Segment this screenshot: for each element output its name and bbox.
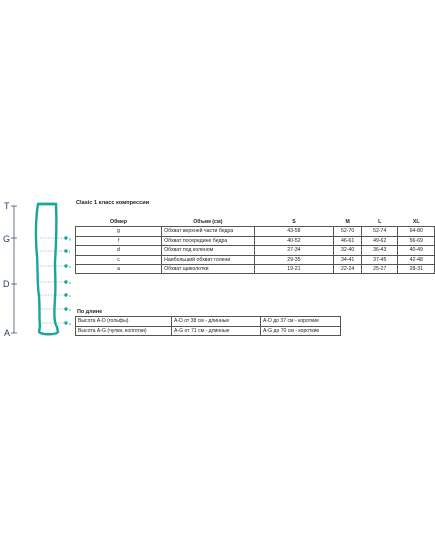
cell-code: c — [76, 255, 162, 264]
leg-measurement-diagram — [0, 196, 80, 341]
header-l: L — [361, 218, 398, 227]
point-label-e: e — [69, 265, 71, 269]
cell-desc: Обхват посередине бедра — [162, 236, 255, 245]
point-label-c: c — [69, 294, 71, 298]
header-s: S — [254, 218, 334, 227]
cell-xl: 40-49 — [398, 246, 435, 255]
length-table-title: По длине — [77, 309, 103, 315]
point-label-a: a — [69, 322, 71, 326]
size-table — [75, 218, 435, 274]
cell-m: 32-40 — [334, 246, 362, 255]
length-long: A-D от 38 см - длинные — [172, 317, 261, 327]
cell-code: g — [76, 227, 162, 236]
size-table-title: Clasic 1 класс компрессии — [76, 200, 150, 206]
header-volume: Объем (см) — [162, 218, 255, 227]
cell-desc: Обхват верхней части бедра — [162, 227, 255, 236]
cell-desc: Обхват щиколотки — [162, 265, 255, 274]
table-row — [76, 317, 341, 327]
length-short: A-G до 70 см - короткие — [261, 326, 341, 336]
cell-desc: Обхват под коленом — [162, 246, 255, 255]
length-short: A-D до 37 см - короткие — [261, 317, 341, 327]
point-label-b: b — [69, 308, 71, 312]
cell-l: 52-74 — [361, 227, 398, 236]
cell-xl: 42-48 — [398, 255, 435, 264]
table-row — [76, 265, 435, 274]
cell-code: a — [76, 265, 162, 274]
length-long: A-G от 71 см - длинные — [172, 326, 261, 336]
point-label-f: f — [69, 250, 70, 254]
point-label-g: g — [69, 237, 71, 241]
cell-s: 43-58 — [254, 227, 334, 236]
letter-t: T — [4, 201, 10, 211]
table-row — [76, 236, 435, 245]
cell-l: 25-27 — [361, 265, 398, 274]
table-row — [76, 255, 435, 264]
table-row — [76, 246, 435, 255]
cell-code: d — [76, 246, 162, 255]
measure-point-b — [41, 307, 71, 312]
letter-d: D — [3, 279, 10, 289]
cell-m: 22-24 — [334, 265, 362, 274]
length-label: Высота A-G (чулки, колготки) — [76, 326, 172, 336]
point-label-d: d — [69, 281, 71, 285]
stocking-outline — [36, 204, 58, 334]
cell-m: 46-61 — [334, 236, 362, 245]
table-row — [76, 326, 341, 336]
header-m: M — [334, 218, 362, 227]
cell-m: 34-41 — [334, 255, 362, 264]
cell-xl: 64-80 — [398, 227, 435, 236]
cell-l: 36-43 — [361, 246, 398, 255]
letter-a: A — [4, 328, 11, 338]
cell-s: 40-52 — [254, 236, 334, 245]
size-table-header-row — [76, 218, 435, 227]
header-measure: Обмер — [76, 218, 162, 227]
cell-desc: Наибольший обхват голени — [162, 255, 255, 264]
table-row — [76, 227, 435, 236]
letter-g: G — [3, 234, 11, 244]
cell-m: 52-70 — [334, 227, 362, 236]
cell-s: 27-34 — [254, 246, 334, 255]
cell-s: 29-35 — [254, 255, 334, 264]
length-table — [75, 316, 341, 336]
header-xl: XL — [398, 218, 435, 227]
cell-s: 19-21 — [254, 265, 334, 274]
cell-l: 37-45 — [361, 255, 398, 264]
cell-xl: 56-69 — [398, 236, 435, 245]
cell-code: f — [76, 236, 162, 245]
cell-l: 49-62 — [361, 236, 398, 245]
cell-xl: 28-31 — [398, 265, 435, 274]
length-label: Высота A-D (гольфы) — [76, 317, 172, 327]
